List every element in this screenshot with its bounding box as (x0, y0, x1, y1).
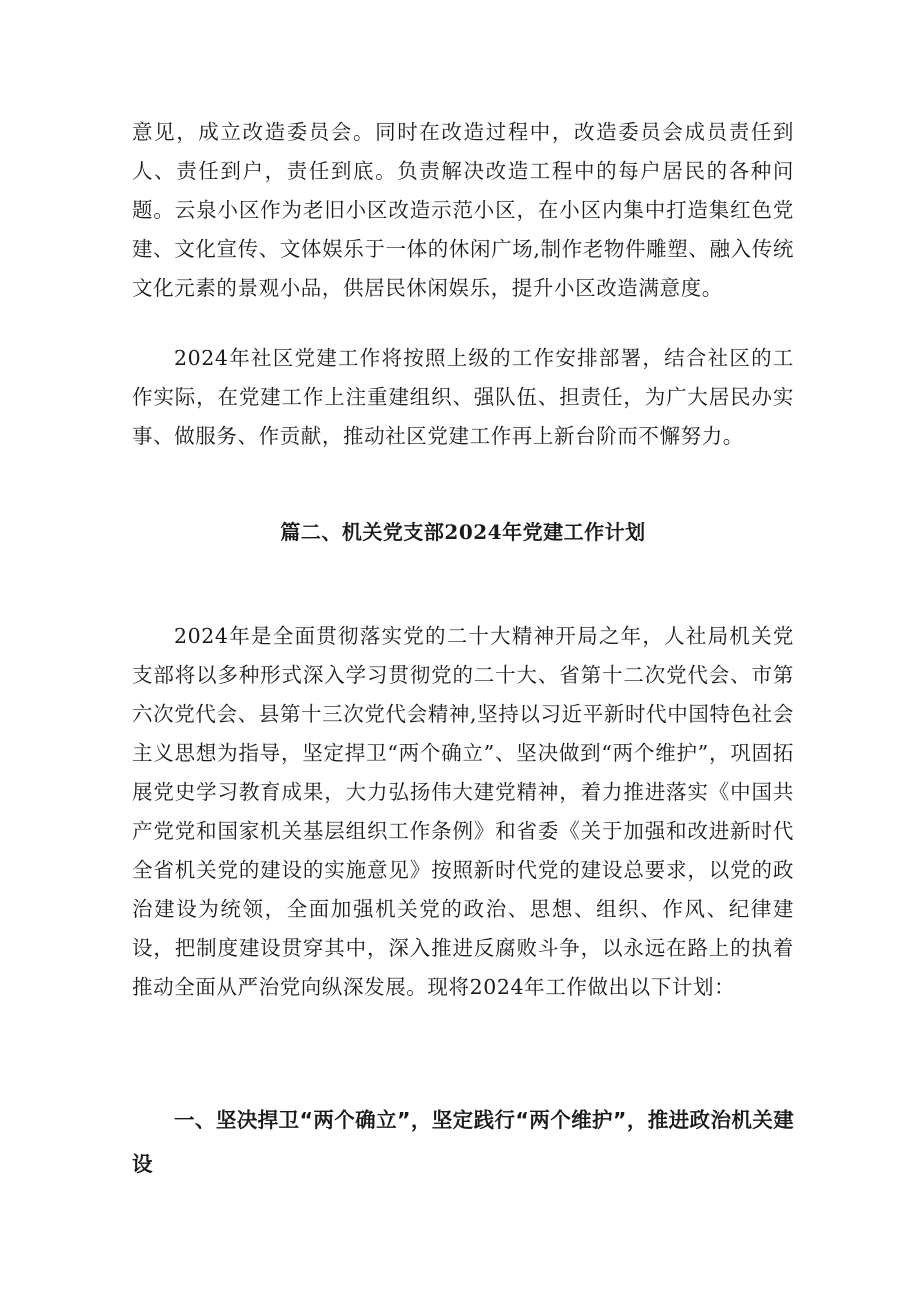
paragraph-community-renovation: 意见，成立改造委员会。同时在改造过程中，改造委员会成员责任到人、责任到户，责任到底。负责解决改造工程中的每户居民的各种问题。云泉小区作为老旧小区改造示范小区，在小区内集中打造集红色党建、文化宣传、文体娱乐于一体的休闲广场,制作老物件雕塑、融入传统文化元素的景观小品，供居民休闲娱乐，提升小区改造满意度。 (132, 120, 794, 300)
heading-one: 一、坚决捍卫“两个确立”，坚定践行“两个维护”，推进政治机关建设 (132, 1108, 794, 1176)
paragraph-2024-community-plan: 2024年社区党建工作将按照上级的工作安排部署，结合社区的工作实际，在党建工作上注重建组织、强队伍、担责任，为广大居民办实事、做服务、作贡献，推动社区党建工作再上新台阶而不懈努力。 (132, 346, 794, 448)
section-title: 篇二、机关党支部2024年党建工作计划 (280, 520, 646, 544)
paragraph-party-branch-intro: 2024年是全面贯彻落实党的二十大精神开局之年，人社局机关党支部将以多种形式深入学习贯彻党的二十大、省第十二次党代会、市第六次党代会、县第十三次党代会精神,坚持以习近平新时代中国特色社会主义思想为指导，坚定捍卫“两个确立”、坚决做到“两个维护”，巩固拓展党史学习教育成果，大力弘扬伟大建党精神，着力推进落实《中国共产党党和国家机关基层组织工作条例》和省委《关于加强和改进新时代全省机关党的建设的实施意见》按照新时代党的建设总要求，以党的政治建设为统领，全面加强机关党的政治、思想、组织、作风、纪律建设，把制度建设贯穿其中，深入推进反腐败斗争，以永远在路上的执着推动全面从严治党向纵深发展。现将2024年工作做出以下计划： (132, 624, 794, 999)
